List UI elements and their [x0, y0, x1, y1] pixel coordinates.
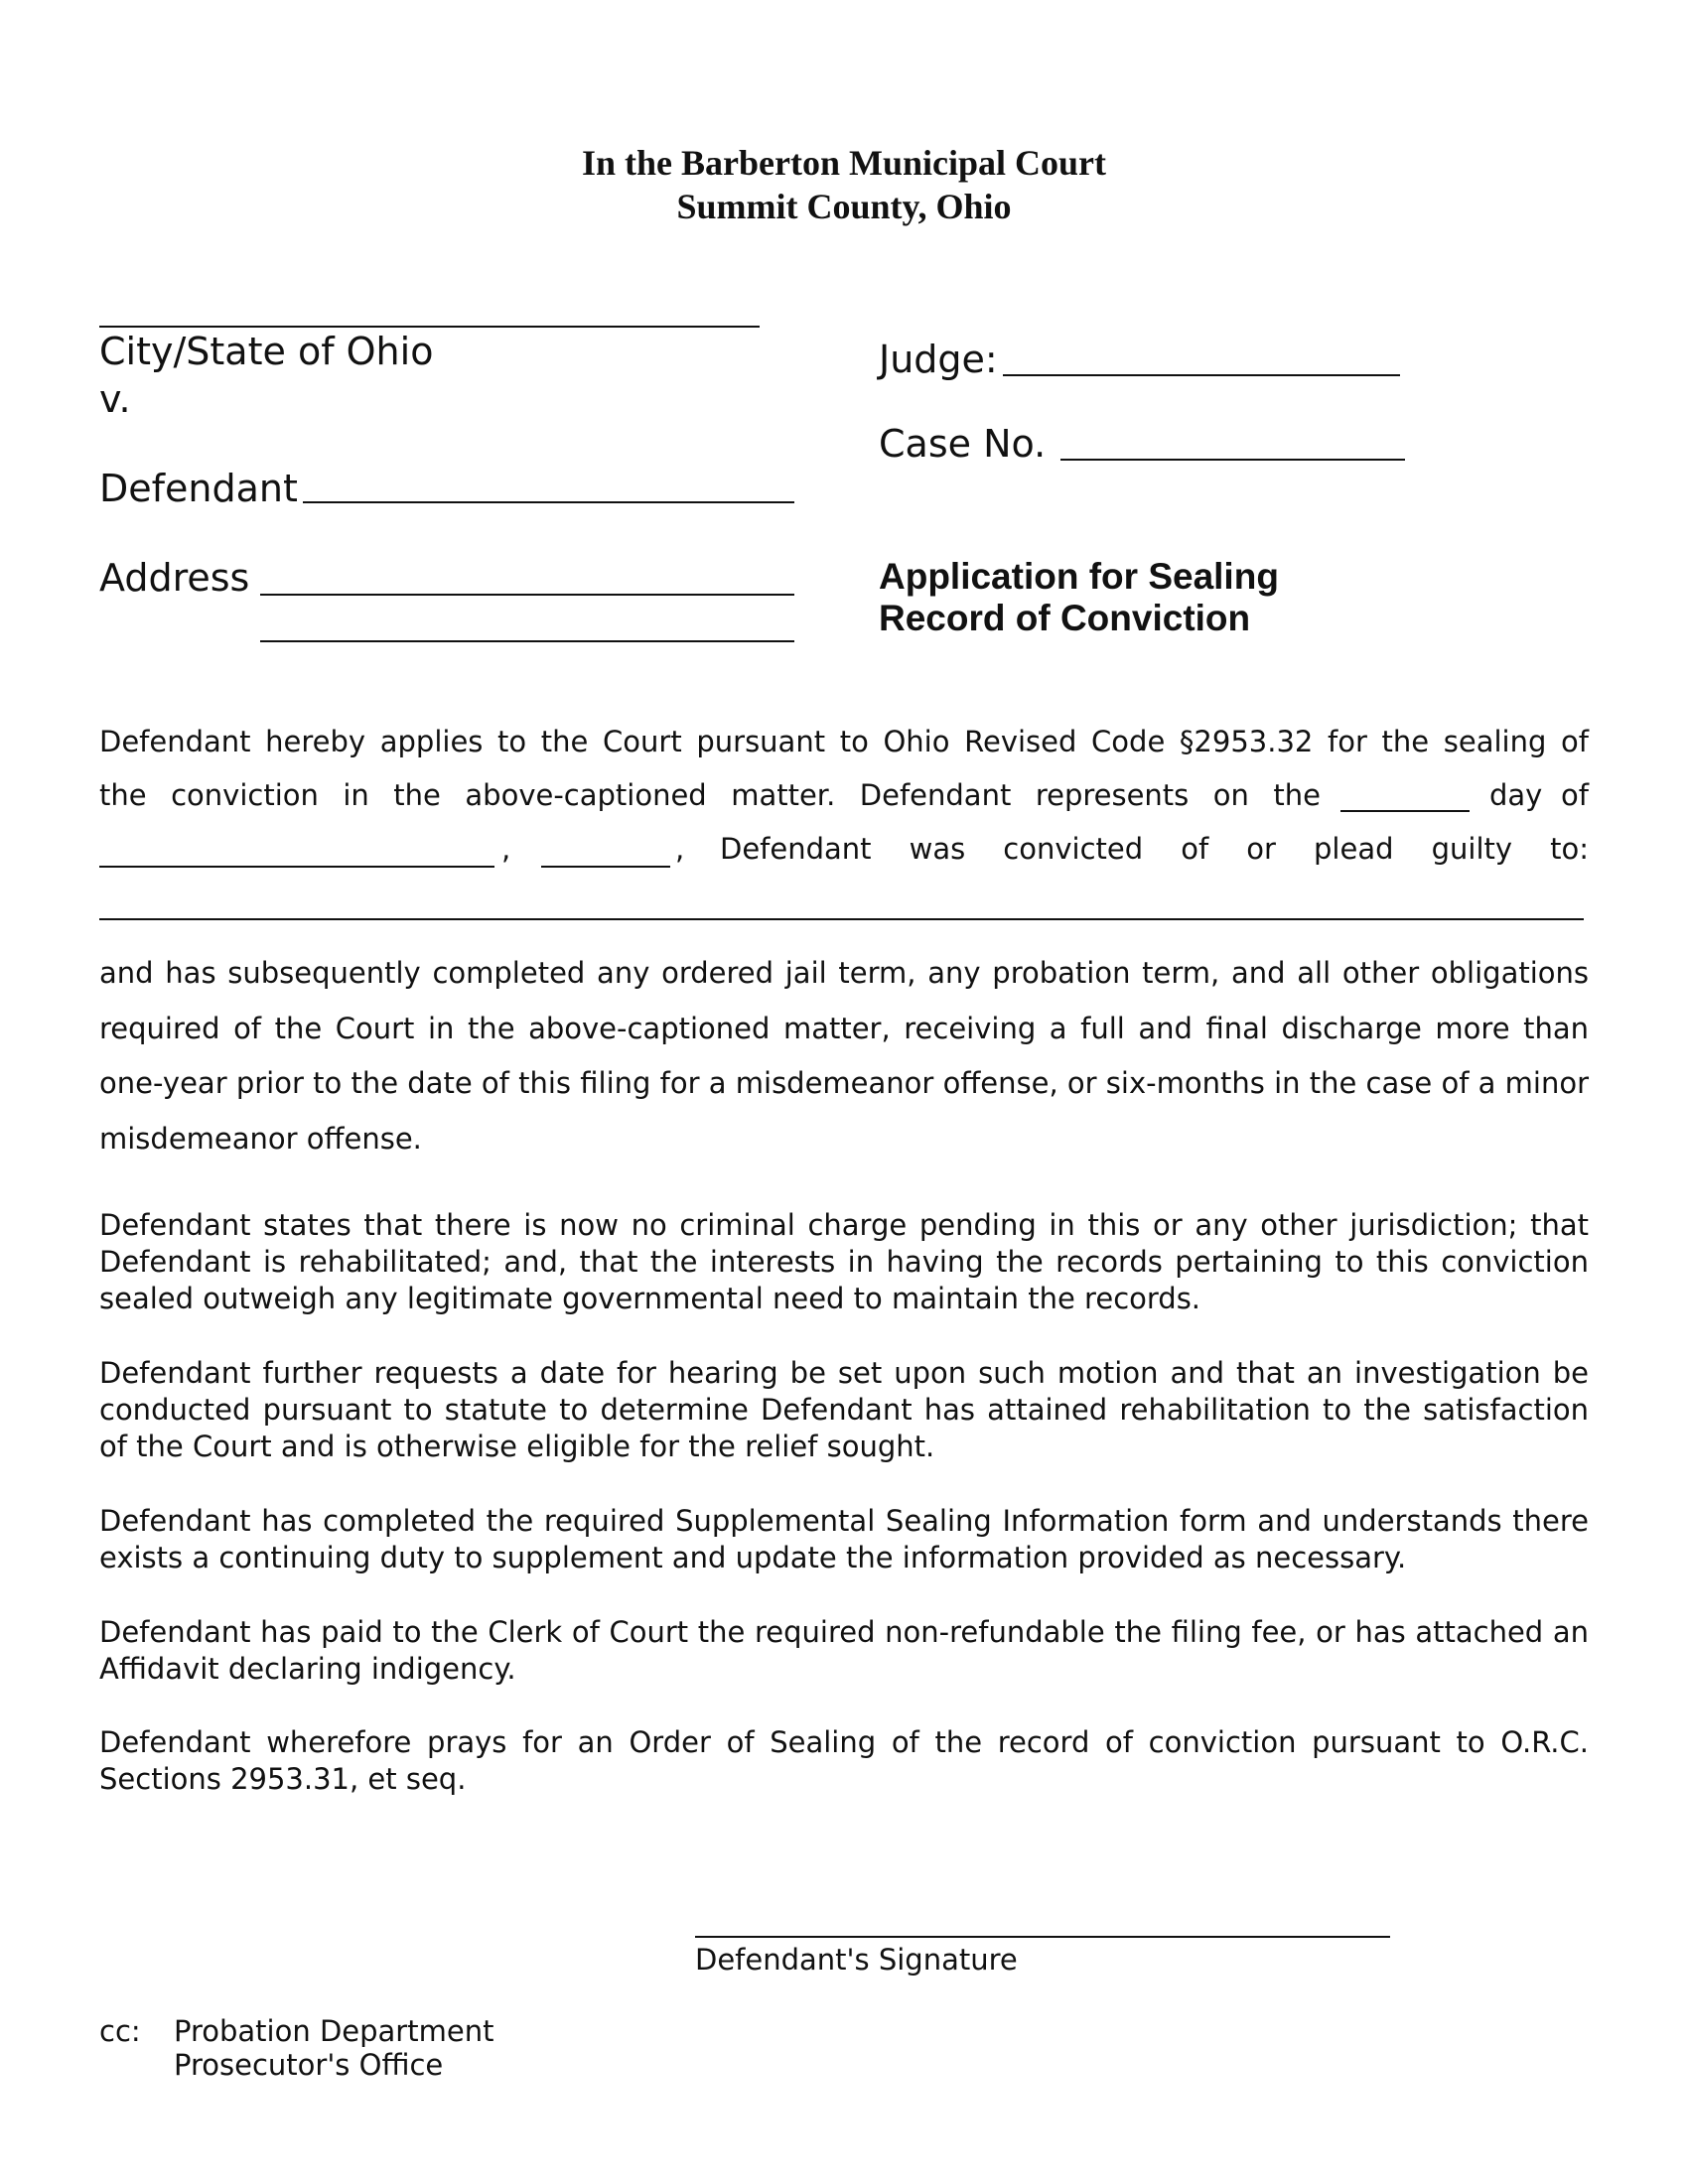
- document-title-line2: Record of Conviction: [879, 598, 1251, 638]
- paragraph-1-line-2: [99, 778, 1589, 812]
- paragraph-1-line-3: [99, 832, 1589, 872]
- cc-probation: Probation Department: [174, 2014, 494, 2048]
- judge-label: Judge:: [879, 338, 998, 381]
- paragraph-2: Defendant states that there is now no criminal charge pending in this or any other jurisdiction; that Defendant is rehabilitated; and, that the interests in having the records pertaining to this conviction sealed outweigh any legitimate governmental need to maintain the records.: [99, 1208, 1589, 1315]
- comma-2: ,: [675, 832, 685, 866]
- paragraph-1-line-1: Defendant hereby applies to the Court pursuant to Ohio Revised Code §2953.32 for the sealing of: [99, 725, 1589, 758]
- day-field[interactable]: [1340, 784, 1470, 812]
- court-county: Summit County, Ohio: [676, 187, 1012, 226]
- signature-line[interactable]: [695, 1936, 1390, 1938]
- case-number-label: Case No.: [879, 422, 1047, 466]
- signature-label: Defendant's Signature: [695, 1943, 1018, 1977]
- comma-1: ,: [501, 832, 511, 866]
- judge-field[interactable]: [1003, 374, 1400, 376]
- versus-label: v.: [99, 377, 131, 421]
- address-line-2-field[interactable]: [260, 640, 794, 642]
- paragraph-1-continued: and has subsequently completed any ordered jail term, any probation term, and all other obligations required of the Court in the above-captioned matter, receiving a full and final discharge more than one-year prior to the date of this filing for a misdemeanor offense, or six-months in the case of a minor misdemeanor offense.: [99, 956, 1589, 1156]
- case-number-field[interactable]: [1060, 459, 1405, 461]
- month-field[interactable]: [99, 840, 494, 868]
- paragraph-5: Defendant has paid to the Clerk of Court the required non-refundable the filing fee, or has attached an Affidavit declaring indigency.: [99, 1615, 1589, 1686]
- caption-top-line: [99, 326, 760, 328]
- address-line-1-field[interactable]: [260, 594, 794, 596]
- paragraph-1-convicted-text: Defendant was convicted of or plead guilty to:: [720, 832, 1589, 866]
- paragraph-4: Defendant has completed the required Supplemental Sealing Information form and understands there exists a continuing duty to supplement and update the information provided as necessary.: [99, 1504, 1589, 1574]
- paragraph-6: Defendant wherefore prays for an Order of Sealing of the record of conviction pursuant to O.R.C. Sections 2953.31, et seq.: [99, 1725, 1589, 1796]
- paragraph-1-day-of: day of: [1489, 778, 1589, 812]
- year-field[interactable]: [541, 840, 670, 868]
- defendant-label: Defendant: [99, 467, 298, 510]
- cc-prosecutor: Prosecutor's Office: [174, 2048, 444, 2082]
- cc-label: cc:: [99, 2014, 141, 2048]
- paragraph-3: Defendant further requests a date for hearing be set upon such motion and that an investigation be conducted pursuant to statute to determine Defendant has attained rehabilitation to the satisfaction of the Court and is otherwise eligible for the relief sought.: [99, 1356, 1589, 1463]
- paragraph-1-line-2-text: the conviction in the above-captioned matter. Defendant represents on the: [99, 778, 1321, 812]
- address-label: Address: [99, 556, 250, 600]
- defendant-name-field[interactable]: [303, 501, 794, 503]
- court-name: In the Barberton Municipal Court: [581, 143, 1106, 183]
- document-title-line1: Application for Sealing: [879, 556, 1279, 597]
- plaintiff-name: City/State of Ohio: [99, 330, 434, 373]
- offense-field[interactable]: [99, 918, 1584, 920]
